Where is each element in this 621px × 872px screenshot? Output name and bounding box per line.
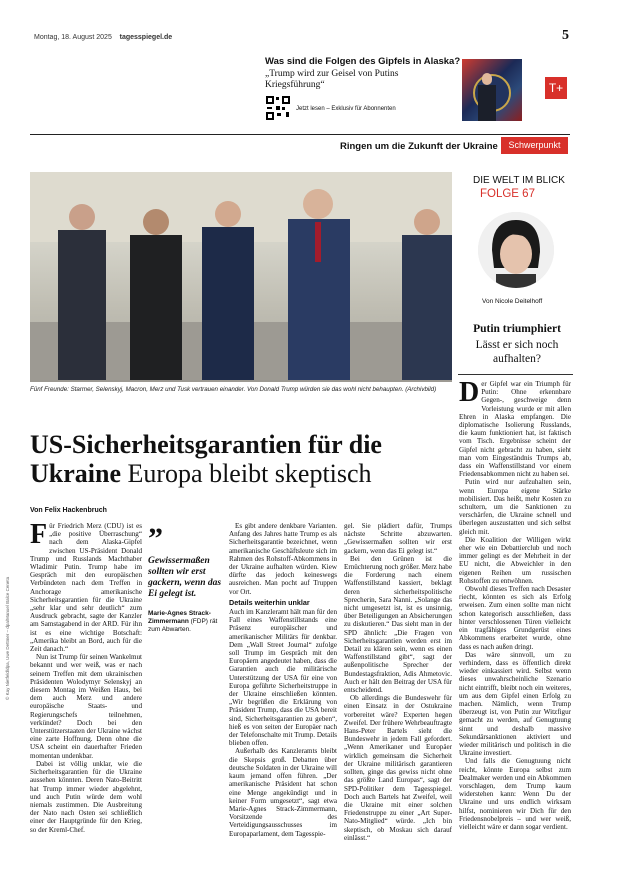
paragraph: Putin wird nur aufzuhalten sein, wenn Europa eigene Stärke mobilisiert. Das heißt, mehr Kosten zu schultern, um die Sanktionen zu verschärfen, die Ukraine schnell und überlegen auszustatten und sich selbst gleich mit. [459, 478, 571, 536]
paragraph: Dabei ist völlig unklar, wie die Sicherheitsgarantien für die Ukraine aussehen könnten. Deren Nato-Beitritt hat Trump immer wieder abgelehnt, und auch Putin würde dem wohl niemals zustimmen. Die Ausbreitung der Nato nach Osten sei schließlich einer der Hauptgründe für den Krieg, so der Kreml-Chef. [30, 759, 142, 834]
column-rule [458, 374, 573, 375]
paragraph: Das wäre sinnvoll, um zu verhindern, dass es öffentlich direkt wieder einkassiert wird. Selbst wenn dieses unwahrscheinliche Szenario nicht eintrifft, bleibt noch ein weiteres, um aus dem Gipfel einen Erfolg zu machen. Nämlich, wenn Trump überzeugt ist, von Putin zur Witzfigur gemacht zu werden, auf Genugtuung sinnt und deshalb massive Sekundärsanktionen aktiviert und wieder militärisch und politisch in die Ukraine investiert. [459, 650, 571, 758]
paragraph: Ob allerdings die Bundeswehr für einen Einsatz in der Ostukraine vorbereitet wäre? Experten hegen Zweifel. Der frühere Wehrbeauftragte Hans-Peter Bartels sieht die Bundeswehr in jedem Fall gefordert. „Wenn Amerikaner und Europäer wirklich gemeinsam die Sicherheit der Ukraine militärisch garantieren sollten, ginge das gewiss nicht ohne das größte Land Europas“, sagt der SPD-Politiker dem Tagesspiegel. Doch auch Bartels hat Zweifel, weil die Ukraine mit einer solchen Friedenstruppe zu einer „Art Super-Nato-Mitglied“ würde. „Ich bin skeptisch, ob Moskau sich darauf einlässt.“ [344, 694, 452, 842]
paragraph: Bei den Grünen ist die Ernüchterung noch größer. Merz habe die Forderung nach einem Waffenstillstand kassiert, beklagt deren sicherheitspolitische Sprecherin, Sara Nanni. „Solange das nicht umgesetzt ist, ist es unsinnig, über Beteiligungen an Absicherungen zu diskutieren.“ Das sieht man in der SPD ähnlich: „Die Fragen von Sicherheitsgarantien werden erst im Detail zu klären sein, wenn es einen Waffenstillstand gibt“, sagt der außenpolitische Sprecher der Bundestagsfraktion, Adis Ahmetovic. Auch er hält den Beitrag der USA für entscheidend. [344, 554, 452, 695]
paragraph: Und falls die Genugtuung nicht reicht, könnte Europa selbst zum Dealmaker werden und ein Abkommen vorschlagen, dem Trump kaum widerstehen kann: Wenn Du der Ukraine und uns endlich wirksam hilfst, nominieren wir Dich für den Friedensnobelpreis – und wer weiß, vielleicht wäre er dann sogar verdient. [459, 757, 571, 831]
column-body [459, 377, 571, 831]
paragraph: Die Koalition der Willigen wirkt eher wie ein Debattierclub und noch immer gelingt es der Mehrheit in der EU nicht, die Abweichler in den eigenen Reihen um russischen Rohstoffen zu entwöhnen. [459, 535, 571, 585]
promo-title[interactable]: Was sind die Folgen des Gipfels in Alaska? [265, 56, 461, 67]
photo-caption: Fünf Freunde: Starmer, Selenskyj, Macron, Merz und Tusk vertrauen einander. Von Donald Trump würden sie das wohl nicht behaupten. (Archivbild) [30, 386, 437, 393]
paragraph: Obwohl dieses Treffen nach Desaster riecht, könnten es sich als Erfolg erweisen. Zum einen sollte man nicht schon kategorisch ausschließen, dass hinter verschlossenen Türen vielleicht ein tragfähiges Grundgerüst eines Abkommens erarbeitet wurde, ohne dass es nach außen dringt. [459, 585, 571, 651]
byline: Von Felix Hackenbruch [30, 507, 107, 514]
tplus-badge[interactable]: T+ [545, 77, 567, 99]
paragraph: gel. Sie plädiert dafür, Trumps nächste Schritte abzuwarten. „Gewissermaßen sollten wir erst gackern, wenn das Ei gelegt ist.“ [344, 522, 452, 555]
lead-photo[interactable] [30, 172, 452, 382]
section-title: Ringen um die Zukunft der Ukraine [340, 141, 498, 152]
dropcap: D [459, 377, 480, 408]
promo-quote[interactable]: „Trump wird zur Geisel von Putins Kriegsführung“ [265, 69, 399, 90]
paragraph: ür Friedrich Merz (CDU) ist es „die positive Überraschung“ nach dem Alaska-Gipfel zwischen US-Präsident Donald Trump und Russlands Machthaber Wladimir Putin. Trump habe im Gespräch mit den europäischen Verbündeten nach dem Treffen in Anchorage amerikanische Sicherheitsgarantien für die Ukraine „sehr klar und sehr deutlich“ zum Ausdruck gebracht, sagte der Kanzler am Samstagabend in der ARD. Für ihn ist es eine wichtige Botschaft: „Amerika bleibt an Bord, auch für die Zeit danach.“ [30, 522, 142, 654]
page-number: 5 [562, 28, 569, 43]
headline [30, 430, 460, 488]
article-column-3 [344, 522, 452, 842]
column-episode: FOLGE 67 [480, 188, 535, 200]
paragraph: Auch im Kanzleramt hält man für den Fall eines Waffenstillstands eine Präsenz europäischer und amerikanischer Militärs für denkbar. Dem „Wall Street Journal“ zufolge soll Trump im Gespräch mit den Europäern angedeutet haben, dass die Garantien auch die militärische Unterstützung der USA für eine von Europa geführte Sicherheitstruppe in der Ukraine einschließen könnten. „Wir begrüßen die Erklärung von Präsident Trump, dass die USA bereit sind, Sicherheitsgarantien zu geben“, hieß es von seiten der Europäer nach der Telefonschalte mit Trump. Details blieben offen. [229, 608, 337, 748]
qr-code-icon[interactable] [265, 95, 291, 121]
column-subtitle: Lässt er sich noch aufhalten? [475, 339, 559, 365]
photo-credit: © Kay Nietfeld/dpa, Uwe Dettmer – dpa/Manuel Balce Ceneta [5, 576, 10, 700]
column-author: Von Nicole Deitelhoff [482, 298, 543, 305]
promo-note: Jetzt lesen – Exklusiv für Abonnenten [296, 106, 396, 112]
paragraph: Nun ist Trump für seinen Wankelmut bekannt und wer weiß, was er nach seinem Treffen mit dem ukrainischen Präsidenten Wolodymyr Selenskyj an diesem Montag im Weißen Haus, bei dem auch Merz und andere europäische Staats- und Regierungschefs teilnehmen, verkündet? Doch bei den Unterstützerstaaten der Ukraine wächst eine zarte Hoffnung. Denn ohne die USA scheint ein dauerhafter Frieden momentan undenkbar. [30, 653, 142, 760]
author-portrait [478, 212, 554, 288]
date-line: Montag, 18. August 2025 [34, 34, 112, 41]
article-column-1 [30, 519, 142, 834]
pull-author-meta: (FDP) rät zum Abwarten. [148, 618, 218, 633]
subheading: Details weiterhin unklar [229, 597, 310, 607]
column-title: Putin triumphiert [473, 323, 561, 335]
paragraph: Es gibt andere denkbare Varianten. Anfang des Jahres hatte Trump es als Sicherheitsgarantie bezeichnet, wenn amerikanische Geschäftsleute sich im Rahmen des Rohstoff-Abkommens in der Ukraine aufhalten würden. Kiew dürfte das jedoch keineswegs ausreichen. Man pocht auf Truppen vor Ort. [229, 522, 337, 596]
paragraph: Außerhalb des Kanzleramts bleibt die Skepsis groß. Debatten über deutsche Soldaten in der Ukraine will kaum jemand offen führen. „Der amerikanische Präsident hat schon eine Menge angekündigt und in keiner Form umgesetzt“, sagt etwa Marie-Agnes Strack-Zimmermann, Vorsitzende des Verteidigungsausschusses im Europaparlament, dem Tagesspie- [229, 747, 337, 838]
quote-mark-icon: ” [148, 522, 163, 555]
brand-name: tagesspiegel.de [119, 34, 173, 41]
headline-bold: US-Sicherheitsgarantien für die Ukraine [30, 430, 382, 488]
pull-author-name: Marie-Agnes Strack-Zimmermann [148, 610, 211, 625]
paragraph: er Gipfel war ein Triumph für Putin: Ohne erkennbare Gegen-, geschweige denn Vorleistung wurde er mit allen Ehren in Alaska empfangen. Die diplomatische Isolierung Russlands, die kaum funktioniert hat, ist faktisch vom Tisch. Ergebnisse scheint der Gipfel nicht gebracht zu haben, sieht man vom Eingeständnis Trumps ab, dass ein Waffenstillstand vor einem Friedensabkommen nicht zu haben sei. [459, 380, 571, 479]
promo-image[interactable] [462, 59, 522, 121]
page-meta [34, 34, 172, 41]
column-series: DIE WELT IM BLICK [473, 175, 565, 186]
top-rule [30, 134, 570, 135]
article-column-2 [229, 522, 337, 838]
headline-thin: Europa bleibt skeptisch [127, 459, 372, 488]
pull-quote: Gewissermaßen sollten wir erst gackern, wenn das Ei gelegt ist. [148, 556, 222, 599]
section-tag: Schwerpunkt [501, 137, 568, 154]
dropcap: F [30, 519, 48, 550]
pull-quote-author [148, 610, 228, 634]
